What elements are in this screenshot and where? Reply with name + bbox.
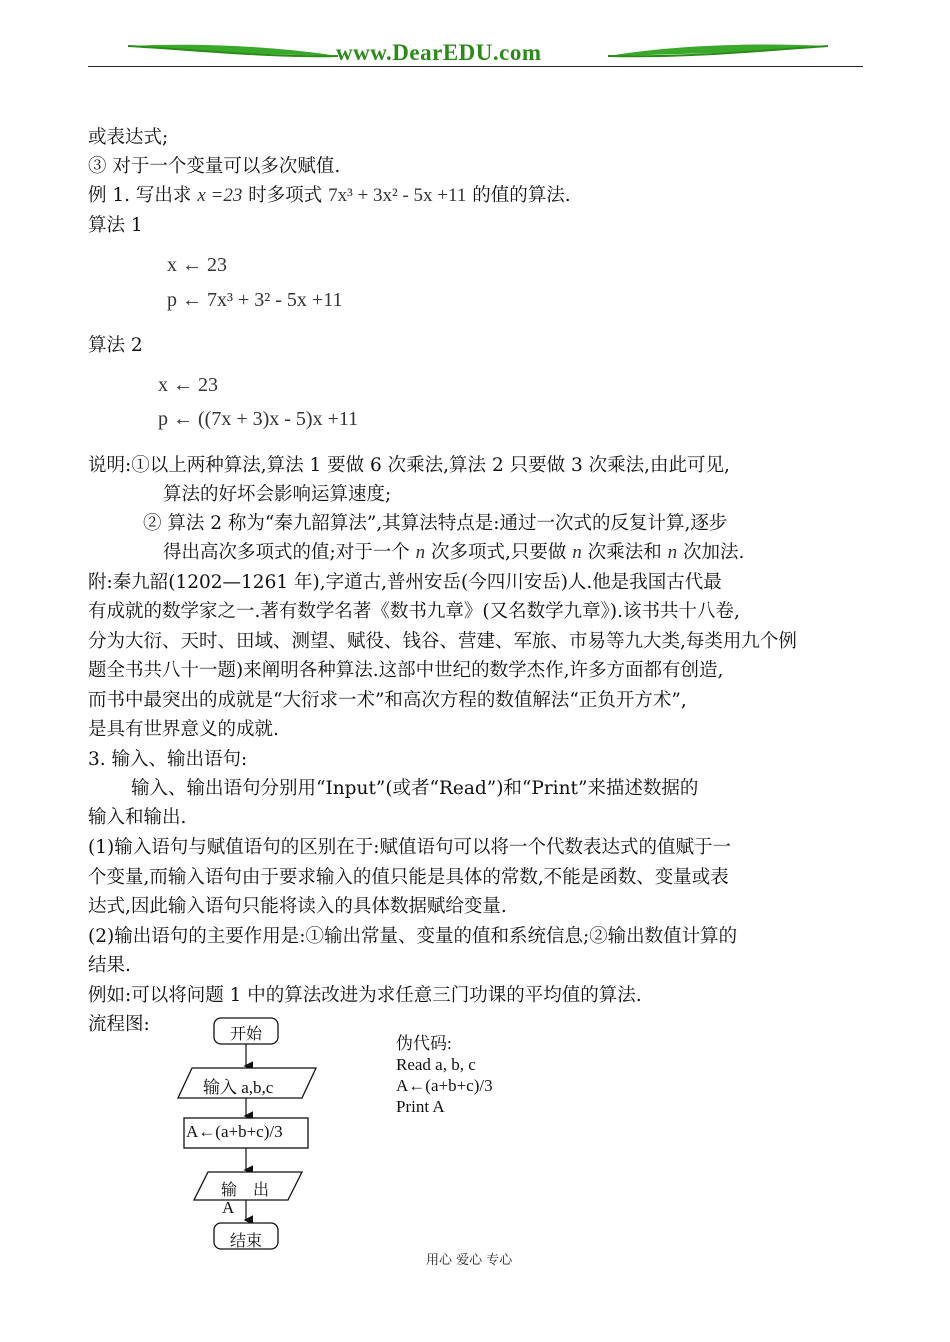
flow-input-label: 输入 a,b,c: [203, 1078, 274, 1097]
text-fragment: 得出高次多项式的值;对于一个: [163, 542, 410, 563]
math-var: n: [415, 542, 426, 563]
site-logo: www.DearEDU.com: [336, 40, 542, 65]
flow-output-label: 输 出: [221, 1180, 270, 1199]
text-fragment: 次多项式,只要做: [431, 542, 567, 563]
text-line: (1)输入语句与赋值语句的区别在于:赋值语句可以将一个代数表达式的值赋于一: [88, 837, 731, 858]
text-line: 输入、输出语句分别用“Input”(或者“Read”)和“Print”来描述数据的: [131, 778, 699, 799]
flow-output-var: A: [222, 1198, 235, 1217]
math-inline: [197, 185, 242, 206]
example-1: [88, 184, 571, 208]
flow-start-label: 开始: [230, 1024, 263, 1043]
algo1-step1: x ← 23: [167, 254, 227, 276]
text-line: 例如:可以将问题 1 中的算法改进为求任意三门功课的平均值的算法.: [88, 985, 642, 1006]
note-line: ② 算法 2 称为“秦九韶算法”,其算法特点是:通过一次式的反复计算,逐步: [143, 513, 728, 534]
pseudocode-line: Print A: [396, 1097, 445, 1116]
note-line: 说明:①以上两种算法,算法 1 要做 6 次乘法,算法 2 只要做 3 次乘法,由此可见,: [88, 455, 730, 476]
flow-assign-label: A←(a+b+c)/3: [186, 1122, 283, 1141]
pseudocode-title: 伪代码:: [396, 1034, 452, 1053]
algo1-step2: p ← 7x³ + 3² - 5x +11: [167, 289, 343, 311]
flow-end-label: 结束: [230, 1231, 263, 1250]
math-var: x =23: [197, 185, 243, 206]
text-line: 达式,因此输入语句只能将读入的具体数据赋给变量.: [88, 896, 507, 917]
appendix-line: 附:秦九韶(1202—1261 年),字道古,普州安岳(今四川安岳)人.他是我国古代最: [88, 572, 722, 593]
text-line: 个变量,而输入语句由于要求输入的值只能是具体的常数,不能是函数、变量或表: [88, 867, 729, 888]
text-line: ③ 对于一个变量可以多次赋值.: [88, 156, 341, 177]
note-line: [163, 541, 744, 565]
appendix-line: 有成就的数学家之一.著有数学名著《数书九章》(又名数学九章》).该书共十八卷,: [88, 601, 740, 622]
text-fragment: 次乘法和: [587, 542, 662, 563]
math-var: n: [667, 542, 678, 563]
algo2-step2: p ← ((7x + 3)x - 5)x +11: [158, 408, 359, 430]
algorithm-2-label: 算法 2: [88, 335, 143, 356]
poly-expression: 7x³ + 3x² - 5x +11: [328, 185, 467, 206]
text-fragment: 的值的算法.: [472, 185, 571, 206]
flowchart-label: 流程图:: [88, 1014, 150, 1035]
appendix-line: 而书中最突出的成就是“大衍求一术”和高次方程的数值解法“正负开方术”,: [88, 690, 687, 711]
text-fragment: 例 1. 写出求: [88, 185, 192, 206]
text-fragment: 次加法.: [682, 542, 745, 563]
text-line: 输入和输出.: [88, 807, 187, 828]
text-line: 或表达式;: [88, 127, 169, 148]
math-var: n: [572, 542, 582, 563]
pseudocode-line: Read a, b, c: [396, 1055, 476, 1074]
pseudocode-line: A←(a+b+c)/3: [396, 1076, 493, 1095]
algorithm-1-label: 算法 1: [88, 215, 143, 236]
section-heading: 3. 输入、输出语句:: [88, 749, 248, 770]
text-fragment: 时多项式: [248, 185, 323, 206]
text-line: 结果.: [88, 955, 131, 976]
algo2-step1: x ← 23: [158, 374, 218, 396]
appendix-line: 分为大衍、天时、田域、测望、赋役、钱谷、营建、军旅、市易等九大类,每类用九个例: [88, 631, 797, 652]
header-divider: [88, 66, 863, 67]
note-line: 算法的好坏会影响运算速度;: [163, 484, 392, 505]
appendix-line: 是具有世界意义的成就.: [88, 719, 279, 740]
page-footer: 用心 爱心 专心: [426, 1253, 513, 1268]
appendix-line: 题全书共八十一题)来阐明各种算法.这部中世纪的数学杰作,许多方面都有创造,: [88, 660, 724, 681]
text-line: (2)输出语句的主要作用是:①输出常量、变量的值和系统信息;②输出数值计算的: [88, 926, 738, 947]
